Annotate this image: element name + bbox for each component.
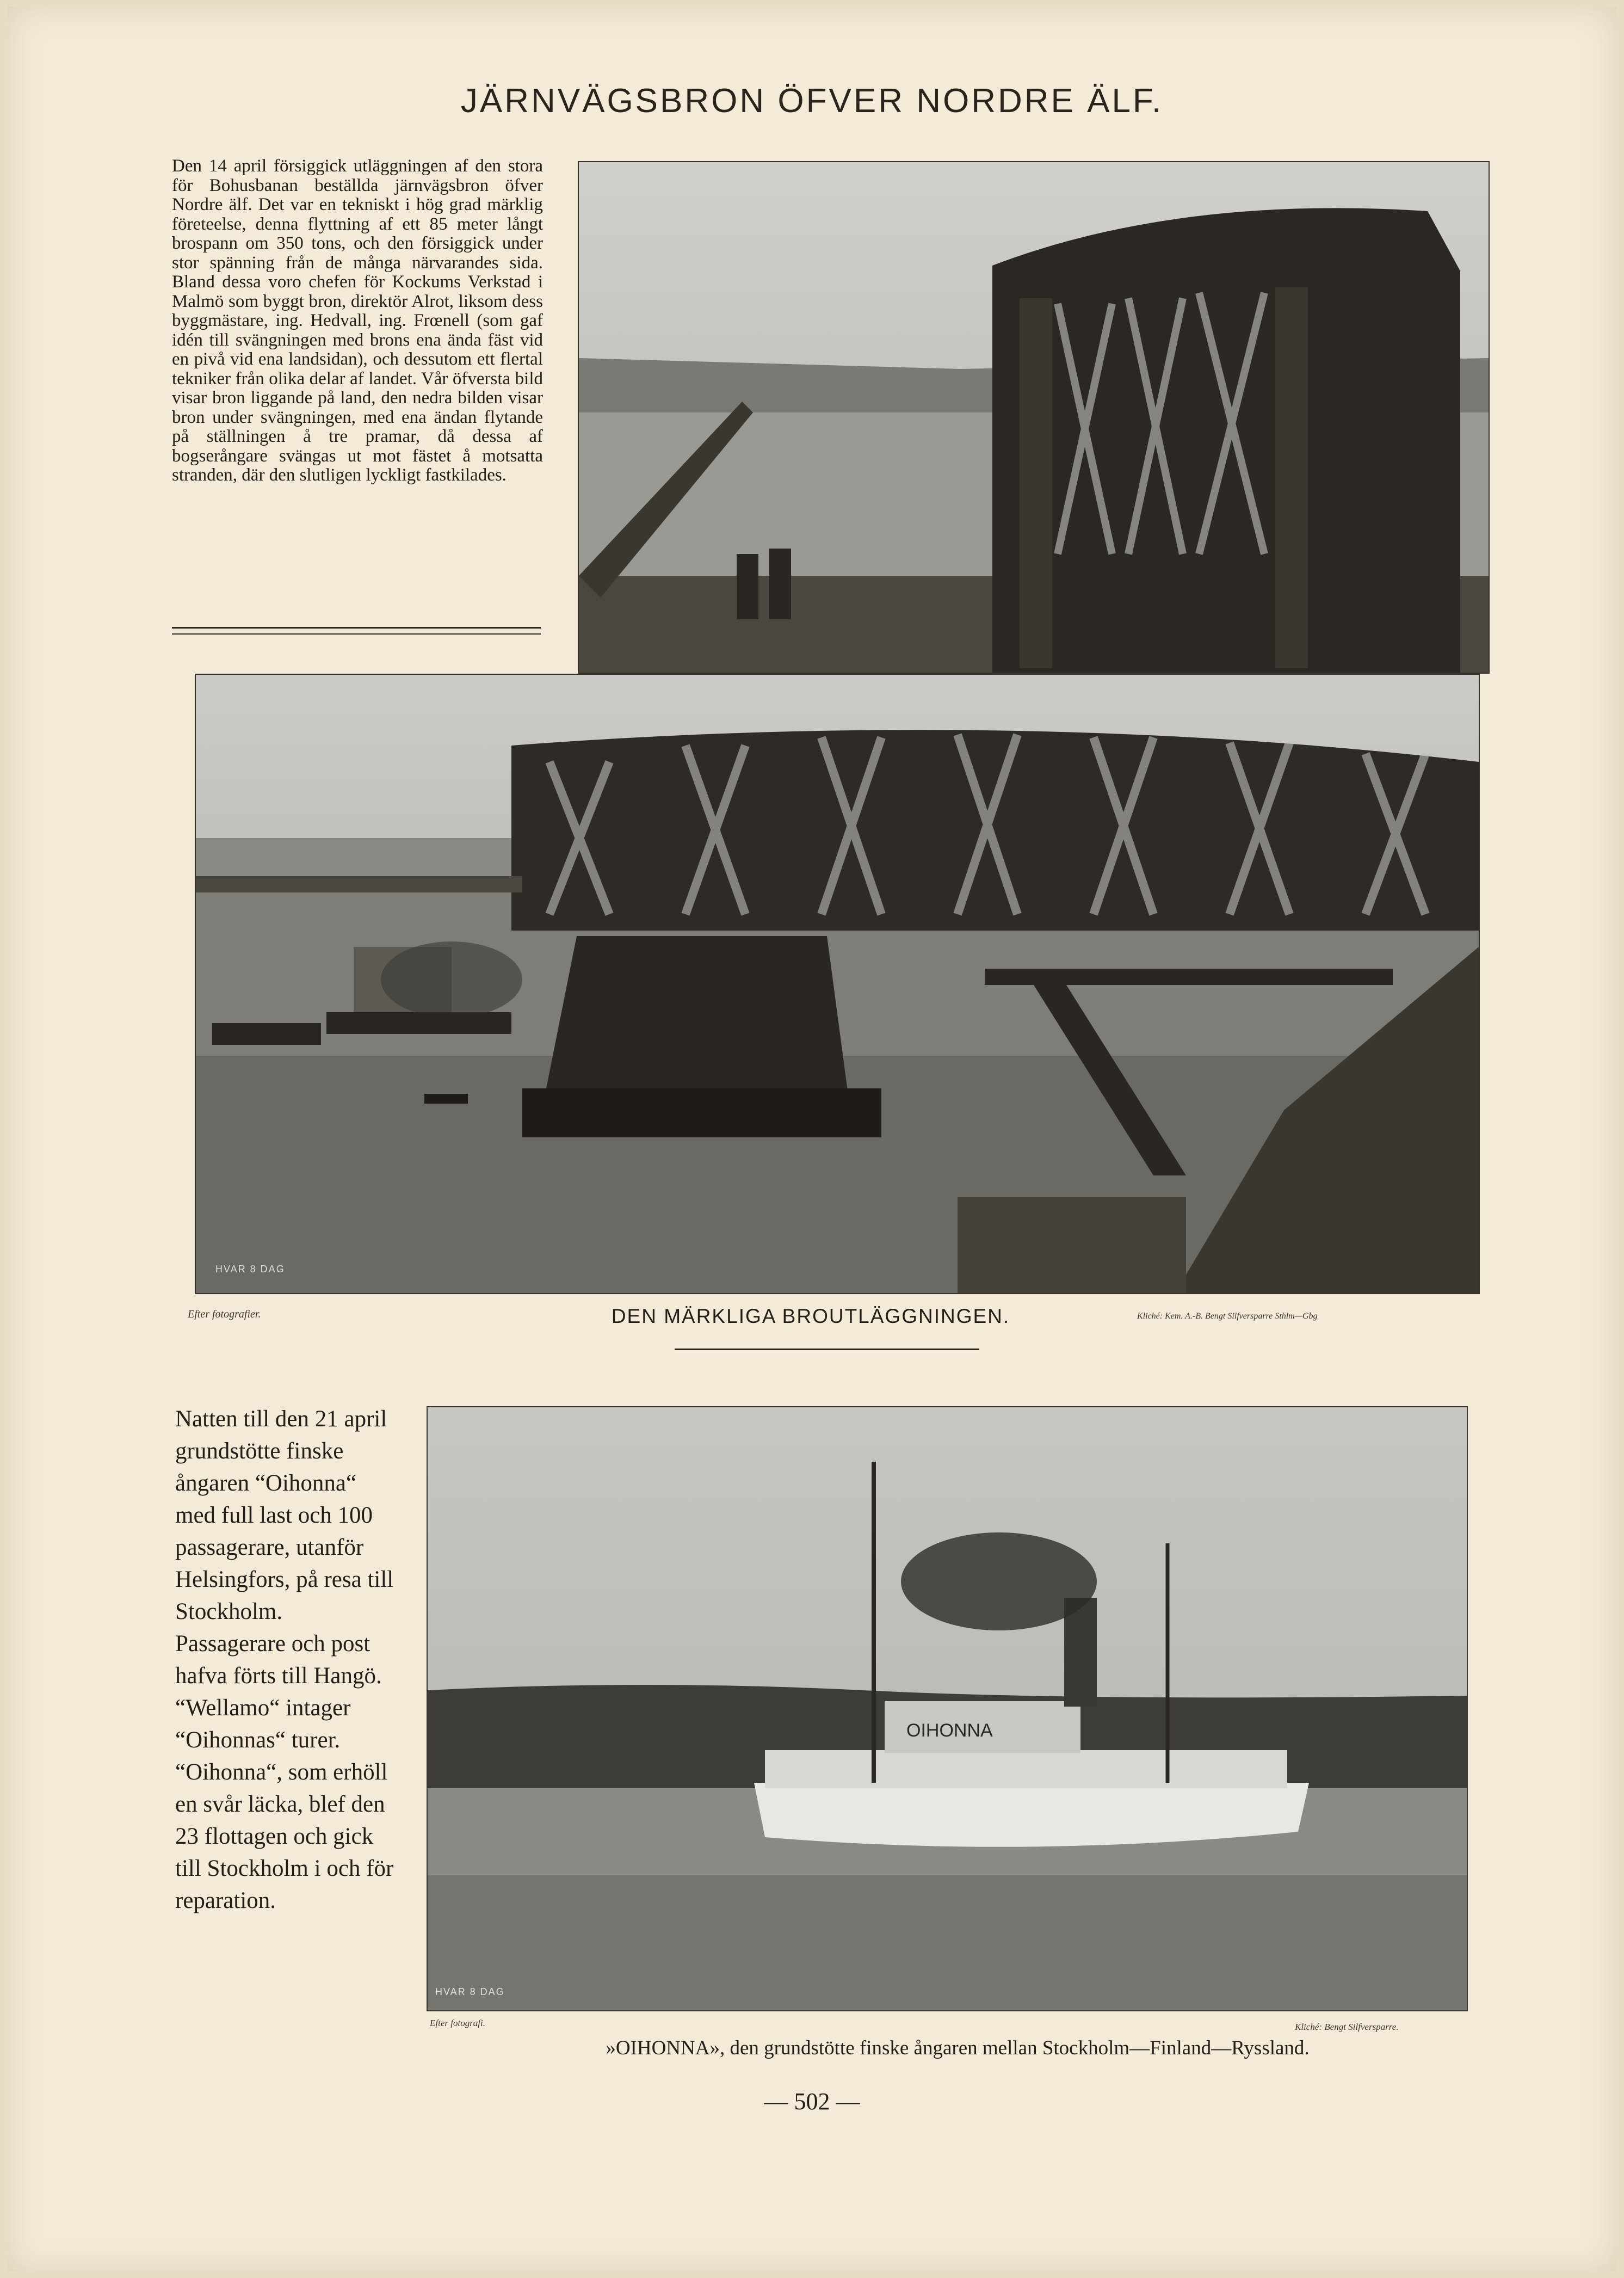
photo-steamer-oihonna	[427, 1406, 1468, 2011]
photo-bridge-swinging	[195, 674, 1480, 1294]
bridge-swinging-image	[196, 675, 1479, 1293]
ship-cliche-credit: Kliché: Bengt Silfversparre.	[1295, 2022, 1399, 2032]
bridge-cliche-credit: Kliché: Kem. A.-B. Bengt Silfversparre Sthlm—Gbg	[1137, 1312, 1318, 1321]
bridge-on-land-image	[579, 162, 1489, 673]
ship-photo-credit: Efter fotografi.	[430, 2018, 485, 2028]
caption-divider-rule	[675, 1349, 979, 1350]
ship-name-label: OIHONNA	[906, 1720, 993, 1741]
ship-photo-watermark: HVAR 8 DAG	[435, 1986, 505, 1997]
steamer-oihonna-image	[428, 1407, 1467, 2010]
ship-article-text: Natten till den 21 april grundstötte finske ångaren “Oihonna“ med full last och 100 passagerare, utanför Helsingfors, på resa till Stockholm. Passagerare och post hafva förts till Hangö. “Wellamo“ intager “Oihonnas“ turer. “Oihonna“, som erhöll en svår läcka, blef den 23 flottagen och gick till Stockholm i och för reparation.	[175, 1406, 394, 1913]
intro-divider-rule-2	[172, 633, 541, 635]
bridge-photo-credit: Efter fotografier.	[188, 1308, 261, 1320]
bridge-photo-watermark: HVAR 8 DAG	[215, 1264, 285, 1275]
ship-photo-caption: »OIHONNA», den grundstötte finske ångaren mellan Stockholm—Finland—Ryssland.	[606, 2037, 1310, 2059]
bridge-photo-caption: DEN MÄRKLIGA BROUTLÄGGNINGEN.	[611, 1305, 1010, 1327]
photo-bridge-on-land	[578, 161, 1490, 674]
intro-divider-rule	[172, 627, 541, 629]
intro-article-text: Den 14 april försiggick utläggningen af den stora för Bohusbanan beställda järnvägsbron öfver Nordre älf. Det var en tekniskt i hög grad märklig företeelse, denna flyttning af ett 85 meter långt brospann om 350 tons, och den försiggick under stor spänning från de många närvarandes sida. Bland dessa voro chefen för Kockums Verkstad i Malmö som byggt bron, direktör Alrot, liksom dess byggmästare, ing. Hedvall, ing. Frœnell (som gaf idén till svängningen med brons ena ända fäst vid en pivå vid ena landsidan), och dessutom ett flertal tekniker från olika delar af landet. Vår öfversta bild visar bron liggande på land, den nedra bilden visar bron under svängningen, med ena ändan flytande på ställningen å tre pramar, då dessa af bogserångare svängas ut mot fästet å motsatta stranden, där den slutligen lyckligt fastkilades.	[172, 156, 543, 485]
page-number: — 502 —	[764, 2088, 860, 2115]
page-title: JÄRNVÄGSBRON ÖFVER NORDRE ÄLF.	[460, 82, 1164, 120]
